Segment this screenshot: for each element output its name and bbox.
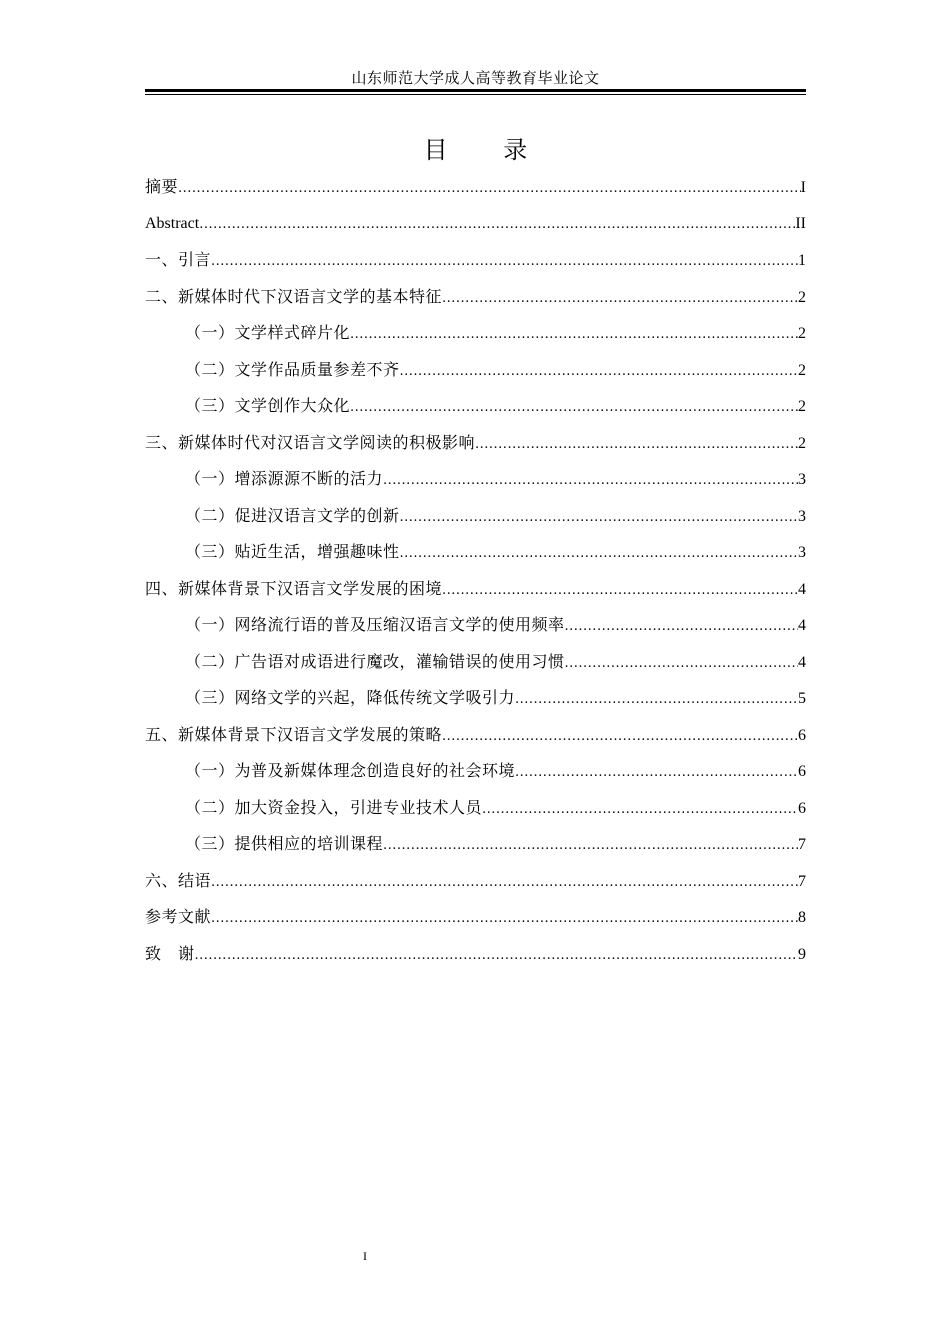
toc-entry-page: 3 bbox=[798, 544, 806, 561]
toc-dot-leader bbox=[195, 945, 798, 967]
toc-dot-leader bbox=[211, 251, 798, 273]
toc-entry-label: 致 谢 bbox=[145, 943, 195, 963]
toc-entry-abstract-cn[interactable] bbox=[145, 176, 806, 213]
toc-dot-leader bbox=[400, 361, 798, 383]
toc-entry-section-5[interactable] bbox=[145, 724, 806, 761]
toc-dot-leader bbox=[515, 689, 798, 711]
toc-entry-section-4-1[interactable] bbox=[145, 614, 806, 651]
toc-entry-label: Abstract bbox=[145, 214, 200, 232]
toc-entry-section-3-1[interactable] bbox=[145, 468, 806, 505]
toc-list bbox=[145, 176, 806, 979]
toc-entry-label: （一）增添源源不断的活力 bbox=[185, 469, 384, 488]
toc-entry-section-3-3[interactable] bbox=[145, 541, 806, 578]
toc-dot-leader bbox=[475, 434, 798, 456]
toc-entry-label: （三）网络文学的兴起，降低传统文学吸引力 bbox=[185, 688, 516, 707]
toc-dot-leader bbox=[442, 288, 798, 310]
toc-entry-acknowledgements[interactable] bbox=[145, 943, 806, 980]
toc-entry-page: 4 bbox=[798, 580, 806, 598]
toc-dot-leader bbox=[565, 653, 798, 675]
toc-entry-page: 6 bbox=[798, 763, 806, 780]
toc-entry-section-6[interactable] bbox=[145, 870, 806, 907]
toc-entry-section-2-1[interactable] bbox=[145, 322, 806, 359]
toc-entry-page: I bbox=[800, 179, 806, 196]
toc-entry-page: 2 bbox=[798, 288, 806, 306]
toc-entry-section-2-2[interactable] bbox=[145, 359, 806, 396]
toc-entry-label: 一、引言 bbox=[145, 250, 212, 269]
toc-entry-section-5-2[interactable] bbox=[145, 797, 806, 834]
toc-entry-section-4-3[interactable] bbox=[145, 687, 806, 724]
toc-entry-references[interactable] bbox=[145, 906, 806, 943]
toc-entry-label: （二）促进汉语言文学的创新 bbox=[185, 505, 400, 525]
toc-entry-page: 2 bbox=[798, 361, 806, 379]
toc-entry-page: 2 bbox=[798, 434, 806, 452]
toc-entry-section-2[interactable] bbox=[145, 286, 806, 323]
toc-entry-page: 5 bbox=[798, 690, 806, 707]
toc-entry-page: 1 bbox=[798, 252, 806, 269]
toc-dot-leader bbox=[178, 178, 801, 200]
toc-entry-section-5-3[interactable] bbox=[145, 833, 806, 870]
toc-title: 目 录 bbox=[423, 136, 552, 164]
toc-dot-leader bbox=[211, 872, 798, 894]
toc-entry-label: （二）广告语对成语进行魔改，灌输错误的使用习惯 bbox=[185, 651, 565, 671]
toc-dot-leader bbox=[211, 908, 798, 930]
toc-entry-section-1[interactable] bbox=[145, 249, 806, 286]
toc-entry-page: 3 bbox=[798, 507, 806, 525]
toc-dot-leader bbox=[350, 324, 798, 346]
toc-entry-page: 7 bbox=[798, 836, 806, 853]
toc-entry-label: （一）文学样式碎片化 bbox=[185, 323, 351, 342]
toc-entry-page: 3 bbox=[798, 471, 806, 488]
toc-dot-leader bbox=[482, 799, 798, 821]
header-rule-thin bbox=[145, 94, 806, 95]
toc-dot-leader bbox=[400, 507, 798, 529]
header-rule-thick bbox=[145, 89, 806, 92]
toc-entry-section-3-2[interactable] bbox=[145, 505, 806, 542]
toc-entry-label: 三、新媒体时代对汉语言文学阅读的积极影响 bbox=[145, 432, 476, 452]
toc-entry-label: （三）贴近生活，增强趣味性 bbox=[185, 542, 400, 561]
toc-dot-leader bbox=[442, 580, 798, 602]
toc-entry-page: 4 bbox=[798, 653, 806, 671]
toc-entry-label: （二）加大资金投入，引进专业技术人员 bbox=[185, 797, 483, 817]
toc-entry-label: （三）文学创作大众化 bbox=[185, 396, 351, 415]
toc-entry-abstract-en[interactable] bbox=[145, 213, 806, 250]
toc-entry-page: 7 bbox=[798, 872, 806, 890]
toc-entry-section-4-2[interactable] bbox=[145, 651, 806, 688]
toc-dot-leader bbox=[565, 616, 798, 638]
toc-dot-leader bbox=[383, 835, 798, 857]
toc-entry-section-3[interactable] bbox=[145, 432, 806, 469]
toc-entry-page: 6 bbox=[798, 799, 806, 817]
toc-dot-leader bbox=[442, 726, 798, 748]
toc-entry-label: 五、新媒体背景下汉语言文学发展的策略 bbox=[145, 724, 443, 744]
toc-dot-leader bbox=[199, 214, 795, 236]
toc-entry-label: 四、新媒体背景下汉语言文学发展的困境 bbox=[145, 578, 443, 598]
toc-entry-page: 2 bbox=[798, 325, 806, 342]
toc-entry-page: 6 bbox=[798, 726, 806, 744]
toc-dot-leader bbox=[400, 543, 798, 565]
toc-dot-leader bbox=[383, 470, 798, 492]
toc-entry-page: 4 bbox=[798, 617, 806, 634]
toc-entry-page: 9 bbox=[798, 945, 806, 963]
toc-entry-section-4[interactable] bbox=[145, 578, 806, 615]
toc-entry-label: （一）网络流行语的普及压缩汉语言文学的使用频率 bbox=[185, 615, 565, 634]
toc-entry-label: 摘要 bbox=[145, 177, 179, 196]
toc-entry-section-2-3[interactable] bbox=[145, 395, 806, 432]
toc-entry-label: （二）文学作品质量参差不齐 bbox=[185, 359, 400, 379]
toc-entry-section-5-1[interactable] bbox=[145, 760, 806, 797]
toc-entry-label: （三）提供相应的培训课程 bbox=[185, 834, 384, 853]
toc-entry-page: 8 bbox=[798, 909, 806, 926]
toc-entry-label: （一）为普及新媒体理念创造良好的社会环境 bbox=[185, 761, 516, 780]
toc-dot-leader bbox=[515, 762, 798, 784]
toc-entry-page: 2 bbox=[798, 398, 806, 415]
running-header: 山东师范大学成人高等教育毕业论文 bbox=[351, 69, 600, 87]
toc-entry-label: 六、结语 bbox=[145, 870, 212, 890]
page-number: I bbox=[363, 1249, 367, 1263]
toc-dot-leader bbox=[350, 397, 798, 419]
toc-entry-label: 参考文献 bbox=[145, 907, 212, 926]
toc-entry-label: 二、新媒体时代下汉语言文学的基本特征 bbox=[145, 286, 443, 306]
toc-entry-page: II bbox=[795, 214, 806, 232]
